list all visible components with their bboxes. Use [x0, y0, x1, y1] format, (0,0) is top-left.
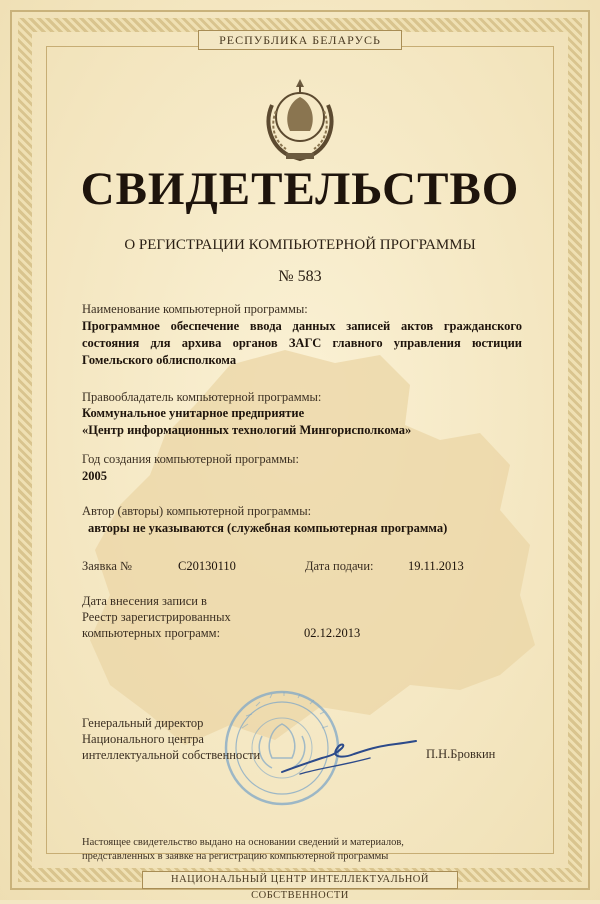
- state-emblem-icon: [256, 75, 344, 165]
- certificate-title: СВИДЕТЕЛЬСТВО: [80, 163, 520, 215]
- year-value: 2005: [82, 469, 107, 483]
- registry-date-value: 02.12.2013: [304, 626, 361, 640]
- author-value: авторы не указываются (служебная компьютерная программа): [88, 521, 448, 535]
- footnote: [82, 836, 522, 864]
- year-section: [82, 452, 522, 485]
- rightholder-label: Правообладатель компьютерной программы:: [82, 390, 322, 404]
- signatory-name: П.Н.Бровкин: [426, 747, 496, 761]
- footnote-line1: Настоящее свидетельство выдано на основании сведений и материалов,: [82, 837, 404, 848]
- rightholder-section: [82, 390, 522, 439]
- year-label: Год создания компьютерной программы:: [82, 452, 299, 466]
- country-header: РЕСПУБЛИКА БЕЛАРУСЬ: [198, 30, 402, 50]
- application-value: C20130110: [178, 559, 236, 573]
- signatory-line2: Национального центра: [82, 732, 204, 746]
- registry-line2: Реестр зарегистрированных: [82, 610, 231, 624]
- registry-line3: компьютерных программ:: [82, 626, 221, 640]
- program-name-value: Программное обеспечение ввода данных записей актов гражданского состояния для архива органов ЗАГС главного управления юстиции Гомельского облисполкома: [82, 319, 522, 367]
- registry-line1: Дата внесения записи в: [82, 594, 207, 608]
- rightholder-line1: Коммунальное унитарное предприятие: [82, 406, 305, 420]
- program-name-section: [82, 302, 522, 369]
- signatory-line3: интеллектуальной собственности: [82, 748, 261, 762]
- signatory-line1: Генеральный директор: [82, 716, 204, 730]
- author-label: Автор (авторы) компьютерной программы:: [82, 504, 312, 518]
- registry-section: [82, 593, 522, 641]
- certificate-subtitle: О РЕГИСТРАЦИИ КОМПЬЮТЕРНОЙ ПРОГРАММЫ: [124, 237, 476, 253]
- application-label: Заявка №: [82, 559, 132, 573]
- rightholder-line2: «Центр информационных технологий Мингорисполкома»: [82, 423, 412, 437]
- author-section: [82, 504, 522, 537]
- filing-date-label: Дата подачи:: [305, 559, 374, 573]
- certificate-number: № 583: [278, 268, 322, 285]
- filing-date-value: 19.11.2013: [408, 559, 464, 573]
- issuer-footer: НАЦИОНАЛЬНЫЙ ЦЕНТР ИНТЕЛЛЕКТУАЛЬНОЙ СОБСТВЕННОСТИ: [142, 871, 458, 889]
- program-name-label: Наименование компьютерной программы:: [82, 302, 308, 316]
- footnote-line2: представленных в заявке на регистрацию компьютерной программы: [82, 851, 389, 862]
